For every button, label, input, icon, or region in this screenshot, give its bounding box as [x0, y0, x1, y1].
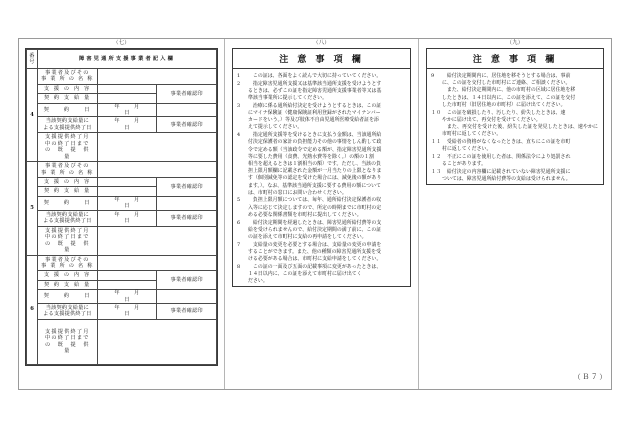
panel-tag-middle: （八） — [313, 40, 330, 46]
table-row — [27, 117, 217, 133]
notes-title-right: 注 意 事 項 欄 — [427, 49, 603, 69]
label-stamp-5b: 事業者確認印 — [157, 210, 217, 226]
field-support-content-6[interactable] — [97, 271, 157, 280]
label-support-content-6: 支 援 の 内 容 — [38, 271, 98, 280]
label-provider-name-6: 事業者及びその 事 業 所 の 名 称 — [38, 255, 98, 271]
table-row — [27, 162, 217, 178]
note-item — [237, 103, 405, 132]
field-stamp-blank-4[interactable] — [157, 103, 217, 117]
label-contract-amount-6: 契 約 支 給 量 — [38, 280, 98, 289]
form-sheet — [18, 38, 612, 390]
table-row — [27, 271, 217, 280]
panel-tag-left: （七） — [113, 40, 130, 46]
table-header-row — [27, 50, 217, 69]
label-termination-date-6: 当該契約支給量に よる支援提供終了日 — [38, 303, 98, 319]
label-stamp-4b: 事業者確認印 — [157, 117, 217, 133]
field-provider-name-4[interactable] — [97, 69, 216, 85]
label-contract-date-4: 契 約 日 — [38, 103, 98, 117]
notes-frame-middle — [232, 48, 411, 287]
note-item — [237, 242, 405, 264]
note-number: １０ — [431, 109, 442, 116]
note-item — [237, 81, 405, 103]
note-text: 支給量の変更を必要とする場合は、支給量の変更の申請を することができます。また、他の種類の障害児通所支援を受 ける必要がある場合は、市町村に支給申請をしてください。 — [248, 241, 382, 263]
notes-list-middle — [233, 69, 410, 285]
note-item — [237, 264, 405, 286]
field-remaining-amount-5[interactable] — [97, 226, 216, 255]
panel-provider-entry — [19, 39, 225, 389]
label-stamp-6b: 事業者確認印 — [157, 303, 217, 319]
field-remaining-amount-4[interactable] — [97, 133, 216, 162]
table-row — [27, 290, 217, 304]
note-item — [431, 73, 598, 109]
notes-list-right — [427, 69, 603, 183]
note-number: 7 — [237, 241, 241, 248]
note-number: 8 — [237, 263, 241, 270]
note-text: 不正にこの証を使用した者は、関係法令により処罰され ることがあります。 — [442, 153, 571, 167]
field-provider-name-6[interactable] — [97, 255, 216, 271]
label-contract-amount-5: 契 約 支 給 量 — [38, 187, 98, 196]
label-remaining-amount-4: 支援提供終了月 中の終了日まで の 既 提 供 量 — [38, 133, 98, 162]
table-row — [27, 226, 217, 255]
note-item — [431, 139, 598, 153]
row-number-5: 5 — [27, 162, 38, 255]
note-text: 受給者の資格がなくなったときは、直ちにこの証を市町 村に返してください。 — [442, 138, 571, 153]
note-item — [431, 154, 598, 168]
label-provider-name-4: 事業者及びその 事 業 所 の 名 称 — [38, 69, 98, 85]
field-stamp-blank-6[interactable] — [157, 290, 217, 304]
note-text: この証の一面及び五面の記載事項に変更があったときは、 １４日以内に、この証を添えて市町村に届け出てく ださい。 — [248, 263, 382, 285]
provider-entry-table — [26, 49, 217, 365]
note-number: 1 — [237, 73, 241, 79]
row-number-header: 番 号 — [27, 50, 38, 69]
label-support-content-5: 支 援 の 内 容 — [38, 178, 98, 187]
note-text: 給付決定期間を経過したときは、障害児通所給付費等の支 給を受けられませんので、給付決定期間の満了前に、この証 の証を添えて市町村に支給の再申請をしてください。 — [248, 219, 382, 240]
note-item — [237, 197, 405, 219]
provider-table-title: 障害児通所支援事業者記入欄 — [38, 50, 217, 69]
table-row — [27, 319, 217, 364]
panel-notes-eight — [225, 39, 419, 389]
label-provider-name-5: 事業者及びその 事 業 所 の 名 称 — [38, 162, 98, 178]
note-number: 9 — [431, 73, 435, 79]
row-number-6: 6 — [27, 255, 38, 364]
note-text: 負担上限月額については、毎年、通所給付決定保護者の収 入等に応じて決定しますので、所定の時期までに市町村の定 める必要な関係書類を市町村に提出してください。 — [248, 197, 382, 218]
label-stamp-5a: 事業者確認印 — [157, 178, 217, 197]
note-number: 5 — [237, 197, 241, 204]
note-text: この証を破損したり、汚したり、紛失したときは、速 やかに届け出て、再交付を受けてください。 また、再交付を受けた後、紛失した証を発見したときは、速やかに市町村に返してください。 — [442, 109, 598, 138]
note-text: 給付決定の内容欄に記載されていない障害児通所支援に ついては、障害児通所給付費等の支給は受けられません。 — [442, 168, 571, 182]
table-row — [27, 196, 217, 210]
field-termination-date-5[interactable]: 年 月日 — [97, 210, 157, 226]
note-number: １３ — [431, 168, 442, 175]
note-text: この証は、各面をよく読んで大切に持っていてください。 — [252, 73, 382, 79]
panel-tag-right: （九） — [506, 40, 524, 46]
field-provider-name-5[interactable] — [97, 162, 216, 178]
note-item — [237, 73, 405, 80]
note-number: 3 — [237, 102, 241, 109]
field-support-content-4[interactable] — [97, 84, 157, 93]
table-row — [27, 133, 217, 162]
row-number-4: 4 — [27, 69, 38, 162]
label-stamp-4a: 事業者確認印 — [157, 84, 217, 103]
field-contract-date-5[interactable]: 年 月日 — [97, 196, 157, 210]
page-code: （Ｂ７） — [573, 373, 608, 381]
field-termination-date-4[interactable]: 年 月日 — [97, 117, 157, 133]
note-item — [431, 110, 598, 139]
label-remaining-amount-6: 支援提供終了月 中の終了日まで の 既 提 供 量 — [38, 319, 98, 364]
field-contract-date-4[interactable]: 年 月日 — [97, 103, 157, 117]
label-contract-date-5: 契 約 日 — [38, 196, 98, 210]
field-contract-amount-6[interactable] — [97, 280, 157, 289]
note-text: 指定通所支援等を受けるときに支払う金額は、当該通所給 付決定保護者の家計の負担能力その他の事情をしん酌して政 令で定める額（当該政令で定める額が、指定障害児通所支援 等に要した費用（食費、光熱水費等を除く。）の額の１割 相当を超えるときは１割相当の額）です。ただし、当該の負 担上限月額欄に記載された金額が一月当たりの上限となりま す（個別減免等の認定を受けた場合には、減免後の額があり ます。）。なお、基準該当通所支援に要する費用の額について は、市町村の窓口にお問い合わせください。 — [248, 132, 382, 196]
table-row — [27, 69, 217, 85]
table-row — [27, 303, 217, 319]
note-text: 給付決定期間内に、居住地を移そうとする場合は、事前 に、この証を交付した市町村にご連絡、ご相談ください。 また、給付決定期間内に、他の市町村の区域に居住地を移 したときは、１４日以内に、この証を添えて、この証を交付 した市町村（旧居住地の市町村）に届け出てください。 — [442, 73, 576, 108]
field-termination-date-6[interactable]: 年 月日 — [97, 303, 157, 319]
label-termination-date-4: 当該契約支給量に よる支援提供終了日 — [38, 117, 98, 133]
label-support-content-4: 支 援 の 内 容 — [38, 84, 98, 93]
label-termination-date-5: 当該契約支給量に よる支援提供終了日 — [38, 210, 98, 226]
table-row — [27, 210, 217, 226]
field-support-content-5[interactable] — [97, 178, 157, 187]
table-row — [27, 103, 217, 117]
field-contract-amount-4[interactable] — [97, 94, 157, 103]
note-number: 2 — [237, 80, 241, 87]
note-item — [237, 220, 405, 242]
panel-notes-nine — [419, 39, 611, 389]
table-row — [27, 178, 217, 187]
notes-title-middle: 注 意 事 項 欄 — [233, 49, 410, 69]
provider-table-frame — [25, 48, 218, 366]
note-number: １１ — [431, 138, 442, 145]
label-stamp-6a: 事業者確認印 — [157, 271, 217, 290]
field-contract-amount-5[interactable] — [97, 187, 157, 196]
note-number: 6 — [237, 219, 241, 226]
note-number: １２ — [431, 153, 442, 160]
table-row — [27, 84, 217, 93]
label-contract-amount-4: 契 約 支 給 量 — [38, 94, 98, 103]
note-item — [431, 169, 598, 183]
note-text: 指定障害児通所支援又は基準該当通所支援を受けようとす るときは、必ずこの証を指定障害児通所支援事業者等又は基 準該当事業所に提示してください。 — [248, 80, 382, 102]
note-item — [237, 132, 405, 197]
field-stamp-blank-5[interactable] — [157, 196, 217, 210]
field-remaining-amount-6[interactable] — [97, 319, 216, 364]
notes-frame-right — [426, 48, 604, 185]
field-contract-date-6[interactable]: 年 月日 — [97, 290, 157, 304]
label-remaining-amount-5: 支援提供終了月 中の終了日まで の 既 提 供 量 — [38, 226, 98, 255]
table-row — [27, 255, 217, 271]
label-contract-date-6: 契 約 日 — [38, 290, 98, 304]
note-number: 4 — [237, 132, 241, 139]
note-text: 治療に係る通所給付決定を受けようとするときは、この証 にマイナ保険証（健康保険証利用登録がされたマイナンバー カードをいう。）等及び肢体不自由児通所医療受給者証を添 えて提示してください。 — [248, 102, 382, 131]
